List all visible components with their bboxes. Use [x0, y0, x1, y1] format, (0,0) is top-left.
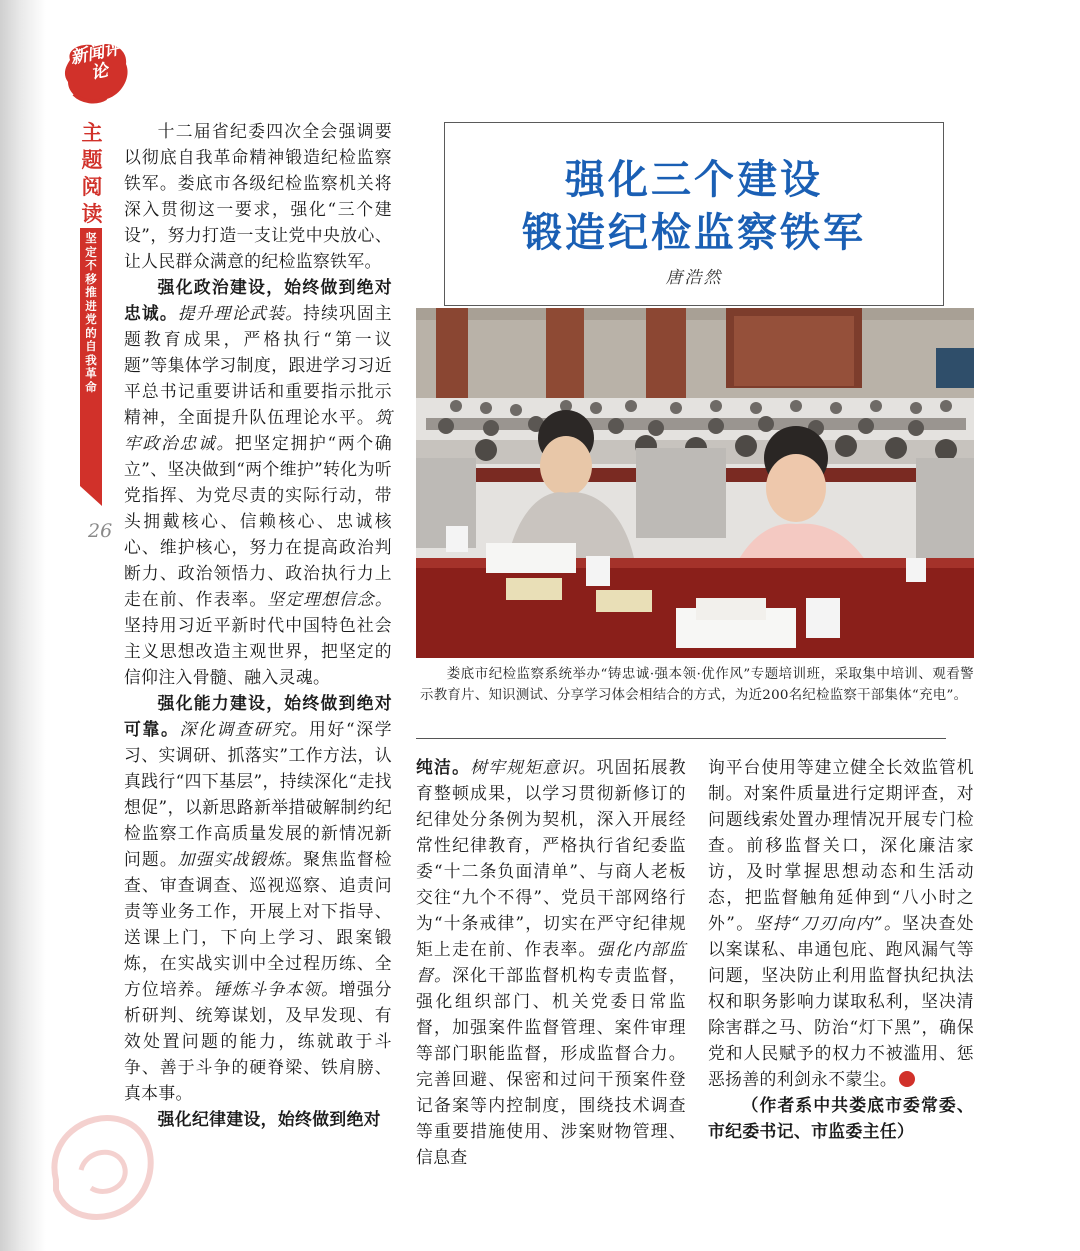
text-ideals: 坚持用习近平新时代中国特色社会主义思想改造主观世界，把坚定的信仰注入骨髓、融入灵魂。	[124, 615, 392, 687]
lead-capability: 强化能力建设，始终做到绝对可靠。	[124, 693, 392, 739]
subhead-research: 深化调查研究。	[179, 719, 309, 739]
text-internal-a: 深化干部监督机构专责监督，强化组织部门、机关党委日常监督，加强案件监督管理、案件审理等部门职能监督，形成监督合力。完善回避、保密和过问干预案件登记备案等内控制度，围绕技术调查等重要措施使用、涉案财物管理、信息查	[416, 965, 686, 1167]
section-label: 主题阅读	[81, 121, 103, 226]
subhead-loyalty: 筑牢政治忠诚。	[124, 407, 392, 453]
training-session-photo	[416, 308, 974, 658]
article-author: 唐浩然	[665, 268, 723, 288]
text-rules: 巩固拓展教育整顿成果，以学习贯彻新修订的纪律处分条例为契机，深入开展经常性纪律教育，严格执行省纪委监委“十二条负面清单”、与商人老板交往“九个不得”、党员干部网络行为“十条戒律”，切实在严守纪律规矩上走在前、作表率。	[416, 757, 686, 959]
subhead-internal: 强化内部监督。	[416, 939, 686, 985]
article-title-line2: 锻造纪检监察铁军	[522, 210, 866, 256]
text-internal-b: 询平台使用等建立健全长效监管机制。对案件质量进行定期评查，对问题线索处置办理情况开展专门检查。前移监督关口，深化廉洁家访，及时掌握思想动态和生活动态，把监督触角延伸到“八小时之外”。	[708, 757, 974, 933]
intro-paragraph: 十二届省纪委四次全会强调要以彻底自我革命精神锻造纪检监察铁军。娄底市各级纪检监察机关将深入贯彻这一要求，强化“三个建设”，努力打造一支让党中央放心、让人民群众满意的纪检监察铁军。	[124, 121, 392, 271]
article-title-box	[444, 122, 944, 306]
text-struggle: 增强分析研判、统筹谋划，及早发现、有效处置问题的能力，练就敢于斗争、善于斗争的硬脊梁、铁肩膀、真本事。	[124, 979, 392, 1103]
lead-discipline-a: 强化纪律建设，始终做到绝对	[157, 1109, 381, 1129]
subhead-inward: 坚持“刀刃向内”。	[754, 913, 903, 933]
text-research: 用好“深学习、实调研、抓落实”工作方法，认真践行“四下基层”，持续深化“走找想促”，以新思路新举措破解制约纪检监察工作高质量发展的新情况新问题。	[124, 719, 392, 869]
text-column-1	[124, 118, 392, 1132]
text-column-2	[416, 754, 686, 1170]
logo-text: 新闻评论	[68, 38, 123, 84]
lead-political: 强化政治建设，始终做到绝对忠诚。	[124, 277, 392, 323]
paragraph-internal-cont	[708, 754, 974, 1092]
text-loyalty: 把坚定拥护“两个确立”、坚决做到“两个维护”转化为听党指挥、为党尽责的实际行动，带头拥戴核心、信赖核心、忠诚核心、维护核心，努力在提高政治判断力、政治领悟力、政治执行力上走在前、作表率。	[124, 433, 392, 609]
page-number: 26	[88, 520, 113, 542]
subhead-rules: 树牢规矩意识。	[470, 757, 597, 777]
text-theory: 持续巩固主题教育成果，严格执行“第一议题”等集体学习制度，跟进学习习近平总书记重要讲话和重要指示批示精神，全面提升队伍理论水平。	[124, 303, 392, 427]
author-note	[708, 1092, 974, 1144]
paragraph-political	[124, 274, 392, 690]
paragraph-capability	[124, 690, 392, 1106]
caption-divider	[416, 738, 946, 739]
subhead-theory: 提升理论武装。	[177, 303, 304, 323]
subhead-training: 加强实战锻炼。	[177, 849, 304, 869]
page-binding-shadow	[0, 0, 46, 1251]
lead-discipline-b: 纯洁。	[416, 757, 471, 777]
end-mark-icon	[899, 1071, 915, 1087]
article-title-line1: 强化三个建设	[565, 157, 823, 203]
photo-caption: 娄底市纪检监察系统举办“铸忠诚·强本领·优作风”专题培训班，采取集中培训、观看警示教育片、知识测试、分享学习体会相结合的方式，为近200名纪检监察干部集体“充电”。	[420, 667, 974, 703]
section-sub-label: 坚定不移推进党的自我革命	[85, 231, 97, 394]
paragraph-discipline-cont	[416, 754, 686, 1170]
author-note-text: （作者系中共娄底市委常委、市纪委书记、市监委主任）	[708, 1095, 974, 1141]
subhead-struggle: 锤炼斗争本领。	[213, 979, 339, 999]
text-inward: 坚决查处以案谋私、串通包庇、跑风漏气等问题，坚决防止利用监督执纪执法权和职务影响力谋取私利，坚决清除害群之马、防治“灯下黑”，确保党和人民赋予的权力不被滥用、惩恶扬善的利剑永不蒙尘。	[708, 913, 974, 1089]
subhead-ideals: 坚定理想信念。	[267, 589, 392, 609]
seal-watermark-icon	[36, 1090, 166, 1230]
text-training: 聚焦监督检查、审查调查、巡视巡察、追责问责等业务工作，开展上对下指导、送课上门，下向上学习、跟案锻炼，在实战实训中全过程历练、全方位培养。	[124, 849, 392, 999]
text-column-3	[708, 754, 974, 1144]
